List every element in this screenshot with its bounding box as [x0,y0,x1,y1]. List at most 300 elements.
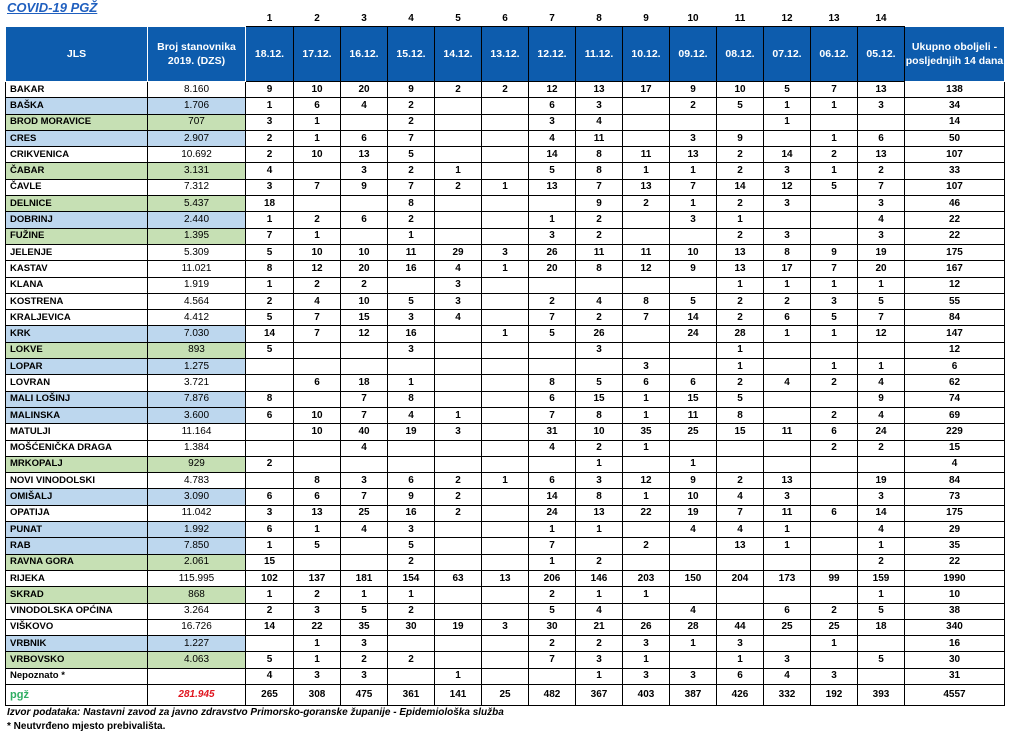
cases-cell: 3 [764,489,811,505]
cases-cell [764,636,811,652]
cases-cell [811,228,858,244]
cases-cell: 1 [435,163,482,179]
cases-cell [388,277,435,293]
total-cell: 138 [905,82,1005,98]
cases-cell [435,196,482,212]
total-cell: 1990 [905,570,1005,586]
cases-cell [858,636,905,652]
cases-cell [435,587,482,603]
cases-cell: 8 [623,293,670,309]
cases-cell: 4 [764,668,811,684]
header-date: 12.12. [529,27,576,82]
municipality-name: OPATIJA [6,505,148,521]
cases-cell: 8 [388,391,435,407]
cases-cell: 3 [246,505,294,521]
table-row [6,82,1005,98]
sum-total: 4557 [905,684,1005,705]
table-row [6,636,1005,652]
cases-cell: 4 [858,522,905,538]
cases-cell: 12 [341,326,388,342]
cases-cell: 3 [811,293,858,309]
cases-cell [811,587,858,603]
table-row [6,228,1005,244]
sum-cases-cell: 403 [623,684,670,705]
municipality-name: CRES [6,130,148,146]
cases-cell: 3 [294,603,341,619]
cases-cell: 3 [811,668,858,684]
cases-cell: 14 [246,326,294,342]
cases-cell [294,440,341,456]
cases-cell: 3 [576,473,623,489]
header-total: Ukupno oboljeli - posljednjih 14 dana [905,27,1005,82]
column-number: 7 [549,13,555,24]
cases-cell [529,342,576,358]
cases-cell: 13 [858,147,905,163]
population-cell: 3.600 [148,407,246,423]
cases-cell [623,277,670,293]
cases-cell: 6 [670,375,717,391]
cases-cell: 4 [341,522,388,538]
cases-cell: 3 [482,244,529,260]
cases-cell: 102 [246,570,294,586]
cases-cell: 1 [435,668,482,684]
cases-cell: 1 [576,668,623,684]
cases-cell: 13 [717,261,764,277]
municipality-name: FUŽINE [6,228,148,244]
cases-cell: 1 [388,587,435,603]
cases-cell: 1 [294,114,341,130]
population-cell: 115.995 [148,570,246,586]
cases-cell: 3 [529,228,576,244]
cases-cell [811,473,858,489]
cases-cell: 11 [576,130,623,146]
cases-cell: 25 [811,619,858,635]
cases-cell: 173 [764,570,811,586]
table-row [6,489,1005,505]
total-cell: 175 [905,244,1005,260]
cases-cell: 99 [811,570,858,586]
cases-cell: 1 [764,522,811,538]
table-row [6,196,1005,212]
cases-cell: 2 [246,130,294,146]
cases-cell: 1 [811,98,858,114]
cases-cell: 5 [764,82,811,98]
cases-cell: 9 [670,261,717,277]
population-cell: 7.312 [148,179,246,195]
municipality-name: MALI LOŠINJ [6,391,148,407]
municipality-name: BAŠKA [6,98,148,114]
population-cell: 1.384 [148,440,246,456]
header-date: 17.12. [294,27,341,82]
cases-cell: 30 [388,619,435,635]
total-cell: 73 [905,489,1005,505]
cases-cell: 5 [717,391,764,407]
cases-cell: 2 [717,310,764,326]
cases-cell [435,522,482,538]
cases-cell: 3 [341,668,388,684]
cases-cell: 2 [388,212,435,228]
cases-cell [482,228,529,244]
cases-cell [294,359,341,375]
total-cell: 16 [905,636,1005,652]
cases-cell: 16 [388,505,435,521]
municipality-name: RAVNA GORA [6,554,148,570]
cases-cell [764,456,811,472]
cases-cell: 2 [576,310,623,326]
cases-cell: 2 [717,293,764,309]
cases-cell: 2 [717,473,764,489]
population-cell: 5.437 [148,196,246,212]
cases-cell: 4 [670,522,717,538]
cases-cell: 1 [294,652,341,668]
table-row [6,424,1005,440]
cases-cell: 5 [858,652,905,668]
total-cell: 229 [905,424,1005,440]
cases-cell: 6 [764,310,811,326]
cases-cell: 11 [623,244,670,260]
population-cell: 868 [148,587,246,603]
cases-cell [435,130,482,146]
cases-cell [341,538,388,554]
cases-cell [670,652,717,668]
cases-cell: 9 [388,489,435,505]
covid-cases-table [5,8,1005,706]
total-cell: 167 [905,261,1005,277]
sum-cases-cell: 361 [388,684,435,705]
cases-cell: 8 [576,147,623,163]
cases-cell [764,359,811,375]
header-date: 05.12. [858,27,905,82]
total-cell: 107 [905,179,1005,195]
municipality-name: KRALJEVICA [6,310,148,326]
cases-cell: 1 [576,522,623,538]
cases-cell: 2 [482,82,529,98]
cases-cell: 3 [294,668,341,684]
table-row [6,147,1005,163]
population-cell: 893 [148,342,246,358]
cases-cell: 1 [294,130,341,146]
table-row [6,375,1005,391]
cases-cell [246,473,294,489]
cases-cell [482,359,529,375]
sum-cases-cell: 265 [246,684,294,705]
cases-cell: 3 [858,228,905,244]
cases-cell: 19 [388,424,435,440]
cases-cell: 7 [717,505,764,521]
cases-cell: 3 [576,652,623,668]
cases-cell: 35 [623,424,670,440]
cases-cell: 1 [811,277,858,293]
cases-cell: 7 [576,179,623,195]
cases-cell [294,196,341,212]
cases-cell [435,212,482,228]
cases-cell: 3 [246,179,294,195]
municipality-name: VRBOVSKO [6,652,148,668]
cases-cell: 5 [388,147,435,163]
cases-cell [482,440,529,456]
table-row [6,570,1005,586]
cases-cell: 3 [670,668,717,684]
municipality-name: ČABAR [6,163,148,179]
total-cell: 29 [905,522,1005,538]
cases-cell: 9 [341,179,388,195]
table-row [6,652,1005,668]
cases-cell [294,456,341,472]
municipality-name: MOŠĆENIČKA DRAGA [6,440,148,456]
cases-cell [482,636,529,652]
cases-cell [811,522,858,538]
cases-cell: 7 [341,391,388,407]
cases-cell [482,505,529,521]
cases-cell: 24 [858,424,905,440]
cases-cell: 16 [388,326,435,342]
column-number: 6 [502,13,508,24]
header-date: 09.12. [670,27,717,82]
total-cell: 33 [905,163,1005,179]
cases-cell: 3 [576,342,623,358]
cases-cell: 6 [246,489,294,505]
total-cell: 46 [905,196,1005,212]
cases-cell: 1 [717,342,764,358]
cases-cell: 8 [717,407,764,423]
municipality-name: JELENJE [6,244,148,260]
cases-cell [764,440,811,456]
municipality-name: LOVRAN [6,375,148,391]
cases-cell [529,277,576,293]
cases-cell [811,391,858,407]
cases-cell: 2 [717,147,764,163]
cases-cell: 7 [529,652,576,668]
cases-cell: 8 [529,375,576,391]
cases-cell [482,293,529,309]
municipality-name: DELNICE [6,196,148,212]
cases-cell [623,522,670,538]
cases-cell: 2 [294,212,341,228]
cases-cell [341,196,388,212]
cases-cell [435,440,482,456]
cases-cell [670,538,717,554]
cases-cell [435,636,482,652]
cases-cell: 13 [764,473,811,489]
cases-cell [811,489,858,505]
cases-cell: 5 [246,310,294,326]
cases-cell: 1 [623,391,670,407]
cases-cell: 7 [811,261,858,277]
municipality-name: VIŠKOVO [6,619,148,635]
cases-cell [858,342,905,358]
cases-cell: 5 [670,293,717,309]
table-row [6,538,1005,554]
sum-cases-cell: 387 [670,684,717,705]
cases-cell: 2 [294,587,341,603]
table-row [6,619,1005,635]
sum-label: pgž [6,684,148,705]
header-date: 08.12. [717,27,764,82]
cases-cell: 3 [764,196,811,212]
cases-cell: 6 [623,375,670,391]
cases-cell: 7 [294,310,341,326]
cases-cell: 3 [482,619,529,635]
cases-cell: 10 [294,147,341,163]
cases-cell [717,440,764,456]
table-row [6,456,1005,472]
cases-cell: 6 [764,603,811,619]
cases-cell: 3 [858,196,905,212]
cases-cell [388,668,435,684]
cases-cell: 1 [764,98,811,114]
cases-cell: 5 [388,538,435,554]
header-row [6,27,1005,82]
cases-cell [717,587,764,603]
sum-cases-cell: 192 [811,684,858,705]
cases-cell [341,342,388,358]
total-cell: 147 [905,326,1005,342]
cases-cell: 2 [576,636,623,652]
cases-cell: 5 [811,310,858,326]
population-cell: 5.309 [148,244,246,260]
column-number: 2 [314,13,320,24]
header-date: 14.12. [435,27,482,82]
cases-cell [388,456,435,472]
cases-cell: 16 [388,261,435,277]
population-cell: 1.227 [148,636,246,652]
cases-cell: 2 [341,652,388,668]
cases-cell: 6 [246,522,294,538]
cases-cell: 1 [670,456,717,472]
population-cell: 4.412 [148,310,246,326]
total-cell: 30 [905,652,1005,668]
cases-cell [482,407,529,423]
cases-cell: 4 [529,440,576,456]
cases-cell: 1 [717,212,764,228]
cases-cell [670,228,717,244]
cases-cell: 1 [435,407,482,423]
cases-cell: 20 [529,261,576,277]
cases-cell: 2 [811,375,858,391]
cases-cell [811,212,858,228]
table-row [6,293,1005,309]
cases-cell: 4 [858,407,905,423]
population-cell: 1.919 [148,277,246,293]
cases-cell: 9 [576,196,623,212]
cases-cell [811,114,858,130]
cases-cell [482,114,529,130]
cases-cell: 1 [764,538,811,554]
column-number: 13 [828,13,840,24]
cases-cell: 7 [294,326,341,342]
cases-cell: 3 [435,293,482,309]
cases-cell: 154 [388,570,435,586]
blank-cell [6,8,148,27]
cases-cell: 8 [246,261,294,277]
cases-cell: 2 [576,228,623,244]
cases-cell: 5 [388,293,435,309]
population-cell: 11.021 [148,261,246,277]
cases-cell [294,554,341,570]
cases-cell: 28 [670,619,717,635]
cases-cell: 15 [246,554,294,570]
cases-cell: 1 [623,652,670,668]
municipality-name: BROD MORAVICE [6,114,148,130]
table-row [6,277,1005,293]
cases-cell: 4 [246,668,294,684]
cases-cell [670,440,717,456]
cases-cell [435,342,482,358]
cases-cell: 17 [764,261,811,277]
cases-cell [294,163,341,179]
total-cell: 340 [905,619,1005,635]
municipality-name: SKRAD [6,587,148,603]
cases-cell: 1 [482,473,529,489]
cases-cell: 8 [576,163,623,179]
cases-cell: 8 [576,261,623,277]
cases-cell [764,587,811,603]
population-cell: 3.721 [148,375,246,391]
cases-cell: 9 [670,82,717,98]
cases-cell: 6 [341,130,388,146]
cases-cell: 1 [764,277,811,293]
cases-cell: 12 [294,261,341,277]
cases-cell: 1 [623,163,670,179]
population-cell: 7.876 [148,391,246,407]
cases-cell: 181 [341,570,388,586]
cases-cell: 19 [435,619,482,635]
cases-cell: 1 [858,538,905,554]
cases-cell: 35 [341,619,388,635]
cases-cell: 2 [529,293,576,309]
cases-cell: 1 [811,636,858,652]
cases-cell: 24 [670,326,717,342]
cases-cell: 3 [623,359,670,375]
cases-cell: 13 [482,570,529,586]
cases-cell: 4 [294,293,341,309]
population-cell: 11.042 [148,505,246,521]
cases-cell: 1 [482,179,529,195]
cases-cell [764,130,811,146]
cases-cell: 3 [764,163,811,179]
cases-cell [294,391,341,407]
cases-cell: 1 [811,359,858,375]
table-row [6,98,1005,114]
cases-cell: 146 [576,570,623,586]
cases-cell: 1 [764,114,811,130]
cases-cell: 2 [623,196,670,212]
cases-cell: 22 [294,619,341,635]
cases-cell: 1 [670,636,717,652]
cases-cell [576,359,623,375]
cases-cell: 9 [246,82,294,98]
municipality-name: OMIŠALJ [6,489,148,505]
cases-cell: 1 [482,261,529,277]
cases-cell: 6 [858,130,905,146]
cases-cell: 7 [623,310,670,326]
cases-cell [435,391,482,407]
cases-cell: 2 [388,114,435,130]
cases-cell: 137 [294,570,341,586]
cases-cell [764,212,811,228]
cases-cell: 3 [435,277,482,293]
cases-cell: 1 [670,163,717,179]
cases-cell: 1 [246,587,294,603]
cases-cell: 5 [529,163,576,179]
cases-cell [670,587,717,603]
cases-cell: 6 [529,98,576,114]
population-cell: 4.564 [148,293,246,309]
municipality-name: LOKVE [6,342,148,358]
total-cell: 62 [905,375,1005,391]
cases-cell: 4 [717,489,764,505]
cases-cell: 6 [341,212,388,228]
